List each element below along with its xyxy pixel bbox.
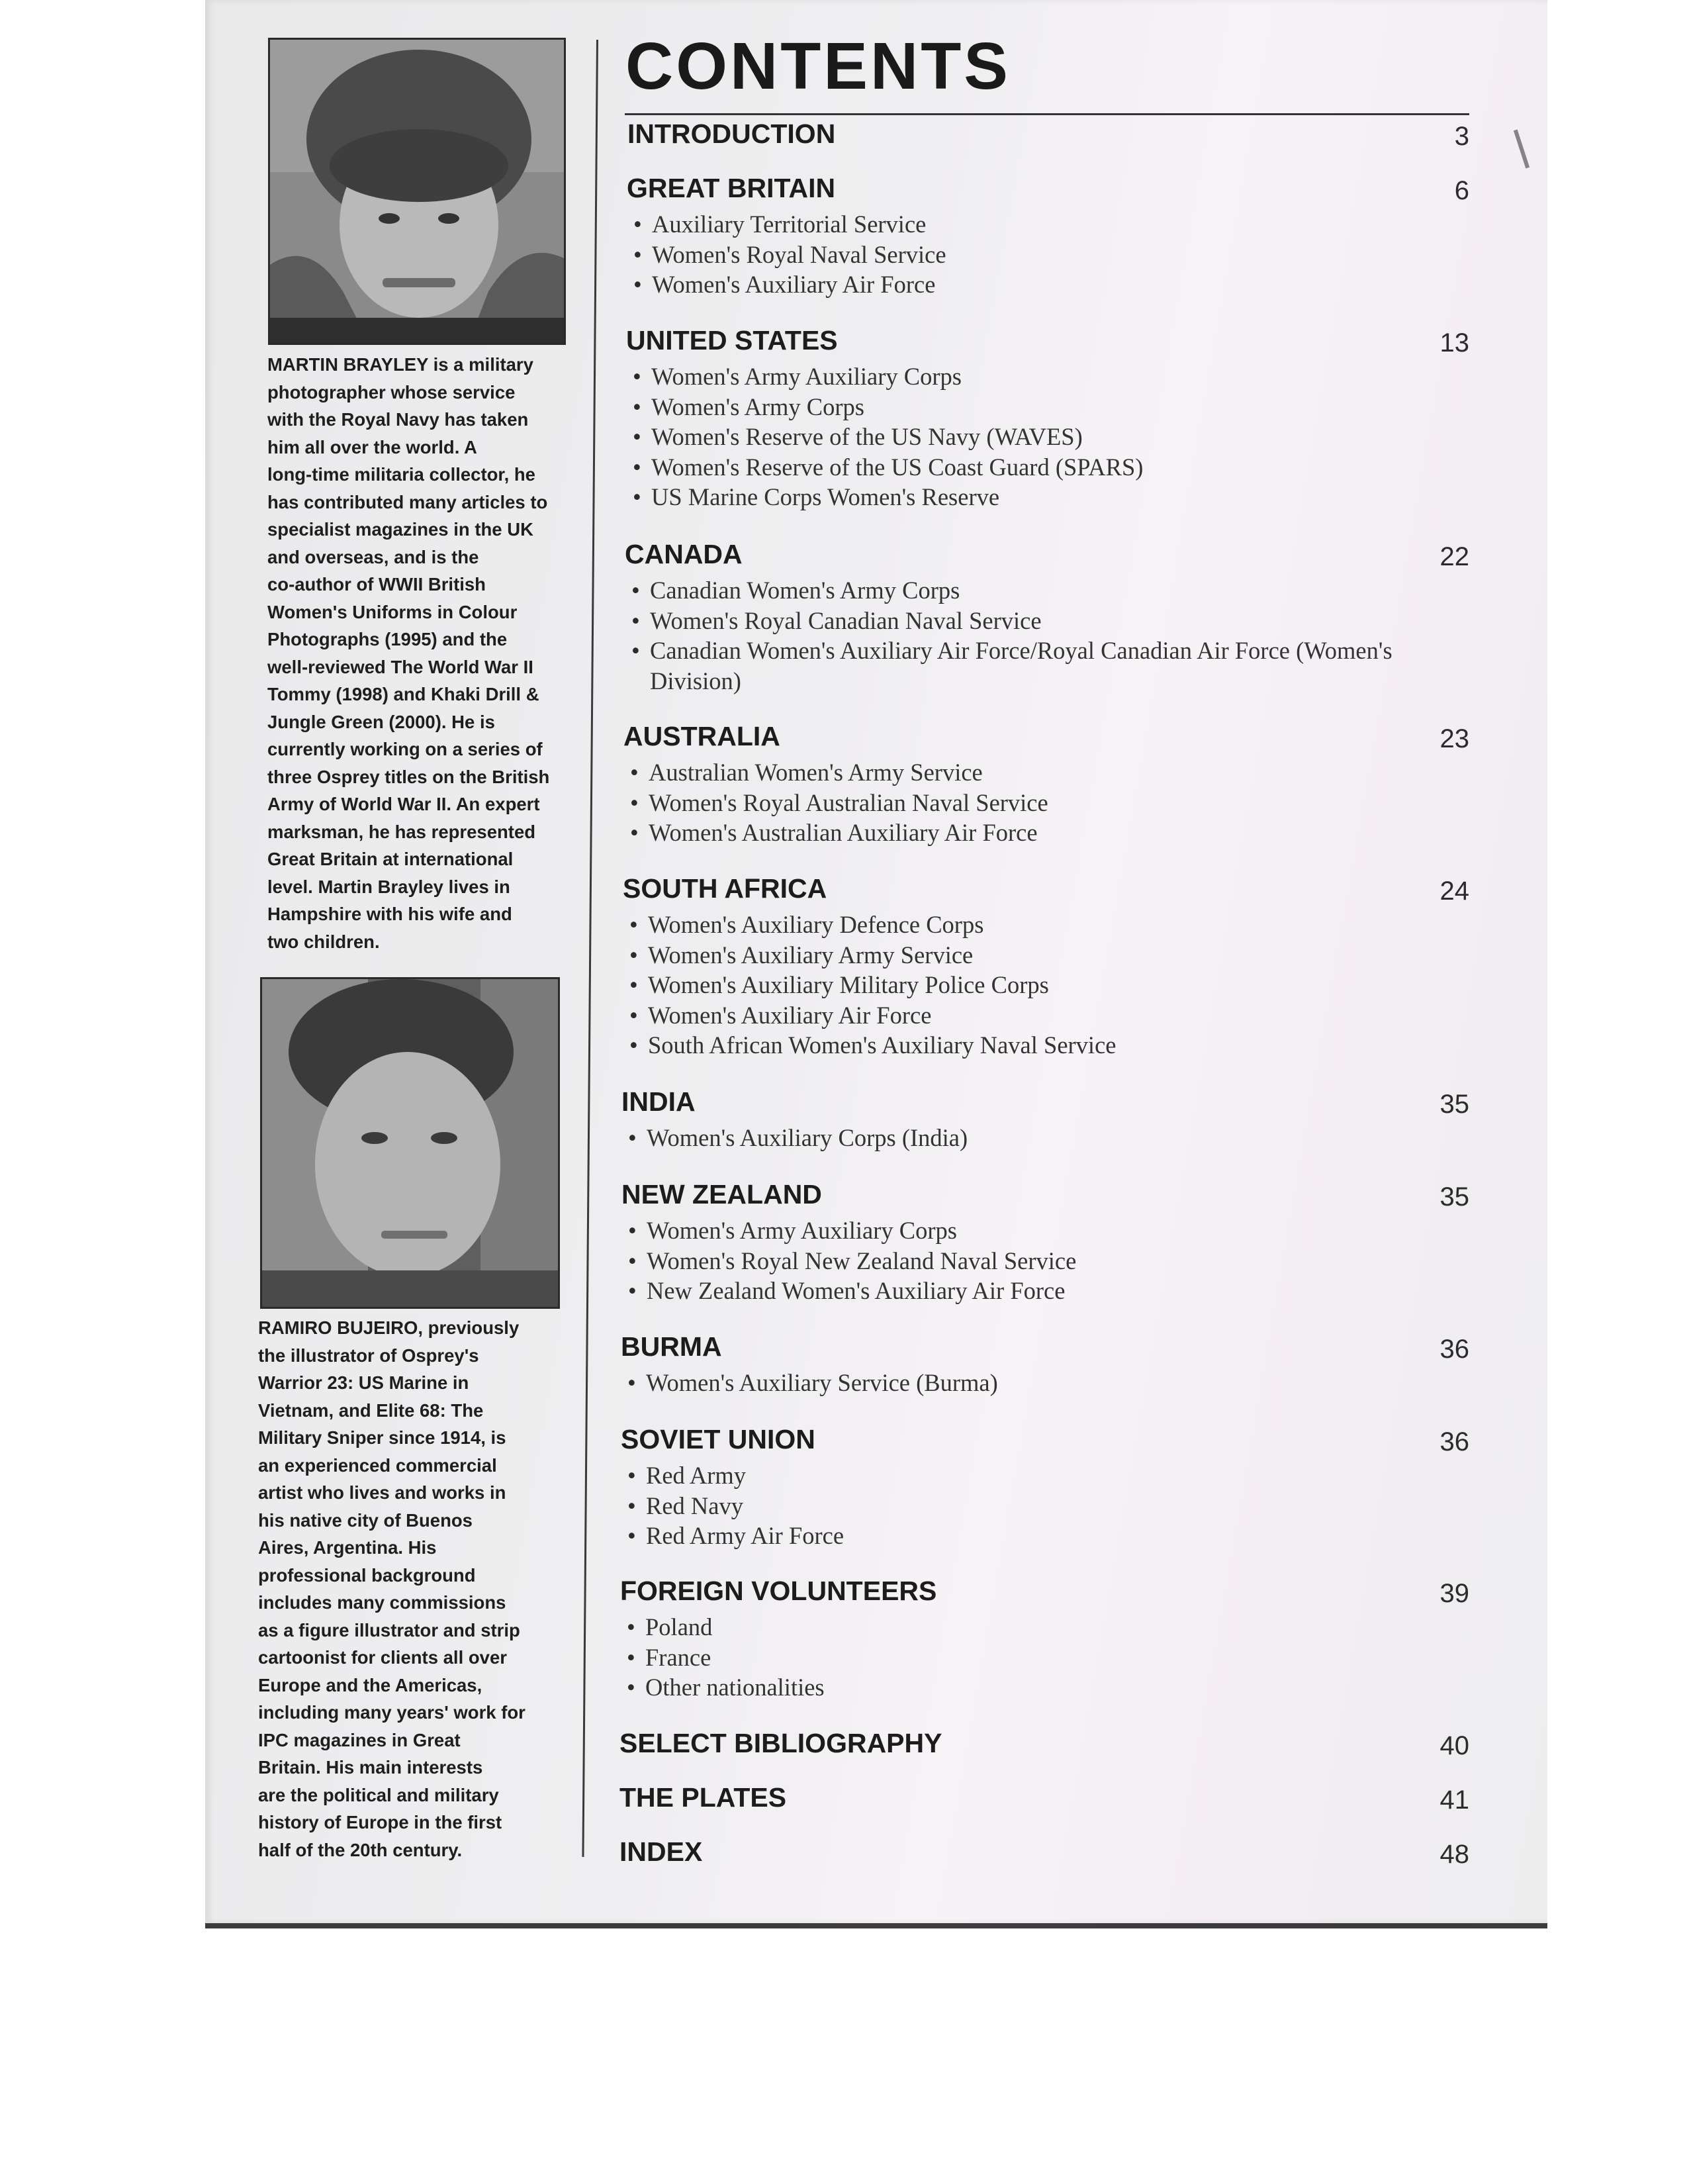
toc-subsection-item: • Red Army Air Force bbox=[621, 1521, 1469, 1551]
toc-section-title[interactable]: AUSTRALIA bbox=[623, 721, 780, 751]
toc-section bbox=[619, 1833, 1469, 1870]
author-bio: MARTIN BRAYLEY is a military photographer whose service with the Royal Navy has taken him all over the world. A long-time militaria collector, he has contributed many articles to specialist magazines in the UK and overseas, and is the co-author of WWII British Women's Uniforms in Colour Photographs (1995) and the well-reviewed The World War II Tommy (1998) and Khaki Drill & Jungle Green (2000). He is currently working on a series of three Osprey titles on the British Army of World War II. An expert marksman, he has represented Great Britain at international level. Martin Brayley lives in Hampshire with his wife and two children. bbox=[267, 354, 550, 952]
toc-subsection-item: • US Marine Corps Women's Reserve bbox=[626, 482, 1469, 512]
toc-subsection-item: • Women's Auxiliary Air Force bbox=[623, 1000, 1469, 1031]
toc-subsection-item: • Women's Auxiliary Army Service bbox=[623, 940, 1469, 971]
toc-page-number: 13 bbox=[1439, 328, 1469, 357]
toc-subsection-item: • Women's Reserve of the US Navy (WAVES) bbox=[626, 422, 1469, 452]
toc-page-number: 3 bbox=[1454, 122, 1469, 151]
toc-subsection-item: • Red Army bbox=[621, 1460, 1469, 1491]
toc-subsection-item: • Women's Reserve of the US Coast Guard (SPARS) bbox=[626, 452, 1469, 483]
toc-page-number: 40 bbox=[1439, 1731, 1469, 1760]
toc-section bbox=[619, 1725, 1469, 1762]
toc-subsection-item: • Women's Royal Naval Service bbox=[627, 240, 1469, 270]
toc-subsection-list bbox=[621, 1123, 1469, 1153]
toc-subsection-item: • Women's Australian Auxiliary Air Force bbox=[623, 818, 1469, 848]
toc-page-number: 41 bbox=[1439, 1785, 1469, 1815]
toc-section bbox=[623, 870, 1469, 1061]
toc-section-title[interactable]: SOUTH AFRICA bbox=[623, 873, 827, 904]
toc-page-number: 36 bbox=[1439, 1335, 1469, 1364]
toc-section-title[interactable]: INTRODUCTION bbox=[627, 119, 836, 149]
toc-section bbox=[627, 169, 1469, 300]
toc-page-number: 6 bbox=[1454, 176, 1469, 205]
toc-section-title[interactable]: THE PLATES bbox=[619, 1782, 787, 1813]
toc-subsection-item: • Women's Royal Canadian Naval Service bbox=[625, 606, 1469, 636]
toc-page-number: 35 bbox=[1439, 1182, 1469, 1211]
illustrator-bio: RAMIRO BUJEIRO, previously the illustrator of Osprey's Warrior 23: US Marine in Vietnam, and Elite 68: The Military Sniper since 1914, is an experienced commercial artist who lives and works in his native city of Buenos Aires, Argentina. His professional background includes many commissions as a figure illustrator and strip cartoonist for clients all over Europe and the Americas, including many years' work for IPC magazines in Great Britain. His main interests are the political and military history of Europe in the first half of the 20th century. bbox=[258, 1317, 525, 1860]
toc-subsection-list bbox=[625, 575, 1469, 696]
toc-subsection-item: • Women's Army Auxiliary Corps bbox=[626, 361, 1469, 392]
toc-subsection-item: • Canadian Women's Army Corps bbox=[625, 575, 1469, 606]
toc-subsection-item: • Women's Auxiliary Air Force bbox=[627, 269, 1469, 300]
toc-section bbox=[625, 536, 1469, 696]
toc-subsection-item: • Women's Auxiliary Corps (India) bbox=[621, 1123, 1469, 1153]
toc-subsection-item: • Women's Royal New Zealand Naval Service bbox=[621, 1246, 1469, 1276]
toc-section-title[interactable]: BURMA bbox=[621, 1331, 722, 1362]
toc-page-number: 24 bbox=[1439, 877, 1469, 906]
toc-page-number: 35 bbox=[1439, 1090, 1469, 1119]
toc-section bbox=[627, 115, 1469, 152]
toc-section bbox=[620, 1572, 1469, 1703]
toc-page-number: 36 bbox=[1439, 1427, 1469, 1456]
toc-subsection-list bbox=[621, 1368, 1469, 1398]
toc-subsection-item: • Poland bbox=[620, 1612, 1469, 1642]
toc-subsection-list bbox=[623, 757, 1469, 848]
toc-subsection-list bbox=[621, 1215, 1469, 1306]
toc-subsection-item: • Australian Women's Army Service bbox=[623, 757, 1469, 788]
toc-section-title[interactable]: CANADA bbox=[625, 539, 743, 569]
toc-page-number: 48 bbox=[1439, 1840, 1469, 1869]
toc-section-title[interactable]: FOREIGN VOLUNTEERS bbox=[620, 1576, 937, 1606]
toc-section-title[interactable]: UNITED STATES bbox=[626, 325, 838, 356]
toc-page-number: 23 bbox=[1439, 724, 1469, 753]
toc-section bbox=[621, 1083, 1469, 1153]
toc-subsection-item: • Canadian Women's Auxiliary Air Force/Royal Canadian Air Force (Women's Division) bbox=[625, 636, 1469, 696]
toc-section-title[interactable]: NEW ZEALAND bbox=[621, 1179, 822, 1210]
toc-subsection-item: • Women's Auxiliary Service (Burma) bbox=[621, 1368, 1469, 1398]
toc-subsection-item: • Auxiliary Territorial Service bbox=[627, 209, 1469, 240]
illustrator-photo bbox=[260, 977, 560, 1309]
toc-section bbox=[621, 1176, 1469, 1306]
toc-section bbox=[626, 322, 1469, 512]
toc-subsection-item: • Red Navy bbox=[621, 1491, 1469, 1521]
toc-section bbox=[623, 718, 1469, 848]
toc-subsection-list bbox=[627, 209, 1469, 300]
toc-section bbox=[619, 1779, 1469, 1816]
toc-subsection-item: • Women's Royal Australian Naval Service bbox=[623, 788, 1469, 818]
scan-mark bbox=[1514, 130, 1529, 169]
toc-subsection-item: • Women's Auxiliary Military Police Corps bbox=[623, 970, 1469, 1000]
toc-section-title[interactable]: INDIA bbox=[621, 1086, 696, 1117]
toc-subsection-list bbox=[621, 1460, 1469, 1551]
toc-subsection-item: • France bbox=[620, 1642, 1469, 1673]
toc-subsection-item: • South African Women's Auxiliary Naval Service bbox=[623, 1030, 1469, 1061]
author-photo bbox=[268, 38, 566, 345]
toc-subsection-item: • Other nationalities bbox=[620, 1672, 1469, 1703]
toc-page-number: 22 bbox=[1439, 542, 1469, 571]
toc-section-title[interactable]: SELECT BIBLIOGRAPHY bbox=[619, 1728, 942, 1758]
toc-section bbox=[621, 1421, 1469, 1551]
toc-section-title[interactable]: INDEX bbox=[619, 1836, 703, 1867]
page-title: CONTENTS bbox=[625, 29, 1011, 103]
toc-subsection-item: • Women's Auxiliary Defence Corps bbox=[623, 910, 1469, 940]
toc-subsection-item: • Women's Army Auxiliary Corps bbox=[621, 1215, 1469, 1246]
toc-subsection-item: • Women's Army Corps bbox=[626, 392, 1469, 422]
toc-subsection-list bbox=[620, 1612, 1469, 1703]
toc-page-number: 39 bbox=[1439, 1579, 1469, 1608]
book-page bbox=[205, 0, 1547, 1928]
toc-subsection-list bbox=[626, 361, 1469, 512]
toc-subsection-item: • New Zealand Women's Auxiliary Air Force bbox=[621, 1276, 1469, 1306]
toc-subsection-list bbox=[623, 910, 1469, 1061]
toc-section bbox=[621, 1328, 1469, 1398]
toc-section-title[interactable]: SOVIET UNION bbox=[621, 1424, 815, 1454]
toc-section-title[interactable]: GREAT BRITAIN bbox=[627, 173, 836, 203]
